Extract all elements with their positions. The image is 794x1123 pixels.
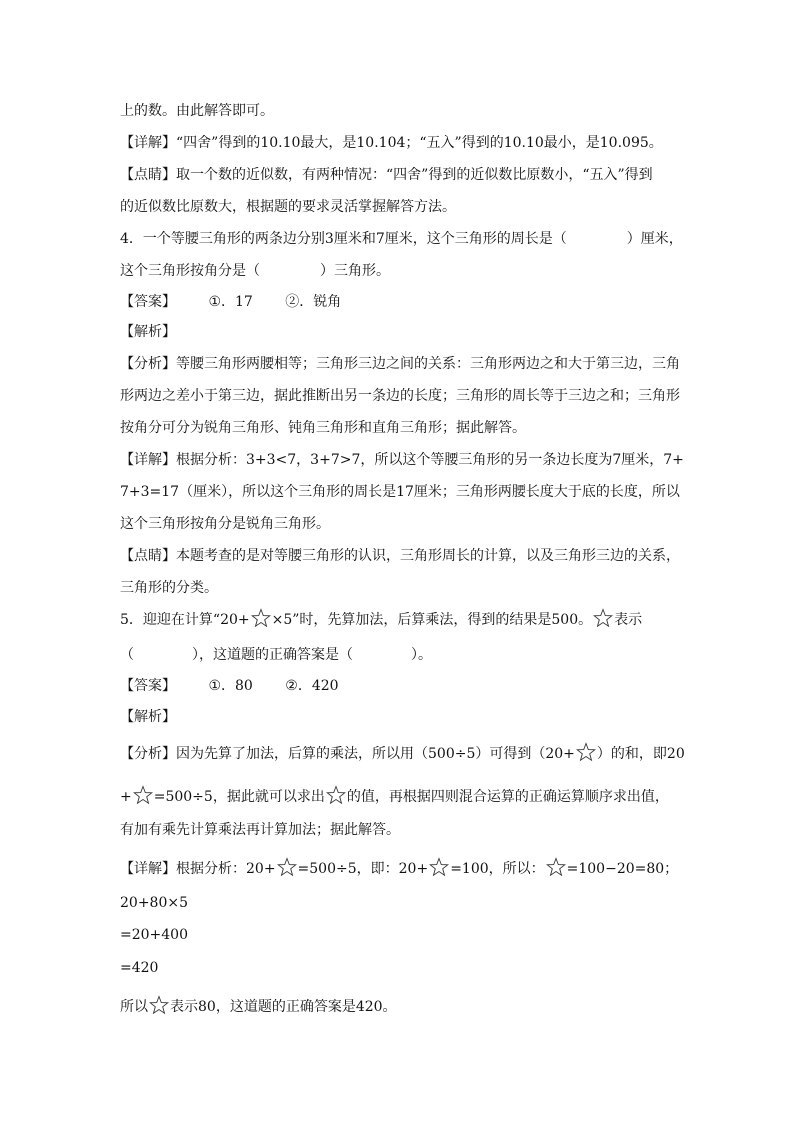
question-text: 这个三角形按角分是（ bbox=[120, 263, 260, 279]
question-text: ×5”时，先算加法，后算乘法，得到的结果是500。 bbox=[271, 612, 593, 628]
question-text: （ bbox=[120, 647, 134, 663]
question-5-line-1 bbox=[120, 608, 642, 630]
answer-label: 【答案】 bbox=[120, 294, 176, 310]
analysis-line: 形两边之差小于第三边，据此推断出另一条边的长度；三角形的周长等于三边之和；三角形 bbox=[120, 388, 680, 404]
answer-label: 【答案】 bbox=[120, 678, 176, 694]
analysis-text: =500÷5，据此就可以求出 bbox=[153, 789, 325, 805]
analysis-text: 的值，再根据四则混合运算的正确运算顺序求出值， bbox=[346, 789, 669, 805]
analysis-line bbox=[120, 742, 685, 764]
question-text: ）三角形。 bbox=[320, 263, 390, 279]
question-4-line-1 bbox=[120, 229, 683, 249]
detail-line: 【详解】“四舍”得到的10.10最大，是10.104；“五入”得到的10.10最小，是10.095。 bbox=[120, 135, 663, 151]
detail-line: 这个三角形按角分是锐角三角形。 bbox=[120, 516, 330, 532]
question-text: 5．迎迎在计算“20+ bbox=[120, 612, 250, 628]
answer-2: ②．锐角 bbox=[285, 294, 342, 310]
star-outline-icon bbox=[251, 608, 271, 628]
conclusion-text: 表示80，这道题的正确答案是420。 bbox=[170, 999, 397, 1015]
question-5-line-2 bbox=[120, 645, 432, 665]
star-outline-icon bbox=[546, 857, 566, 877]
analysis-line: 按角分可分为锐角三角形、钝角三角形和直角三角形；据此解答。 bbox=[120, 420, 526, 436]
question-4-line-2 bbox=[120, 261, 390, 281]
note-line: 【点睛】本题考查的是对等腰三角形的认识，三角形周长的计算，以及三角形三边的关系， bbox=[120, 548, 680, 564]
detail-text: =100，所以： bbox=[450, 861, 545, 877]
question-text: 4．一个等腰三角形的两条边分别3厘米和7厘米，这个三角形的周长是（ bbox=[120, 231, 567, 247]
detail-line: 7+3=17（厘米），所以这个三角形的周长是17厘米；三角形两腰长度大于底的长度，所以 bbox=[120, 484, 680, 500]
answer-1: ①．80 bbox=[208, 678, 253, 694]
calc-line: 20+80×5 bbox=[120, 895, 188, 911]
detail-line: 【详解】根据分析：3+3<7，3+7>7，所以这个等腰三角形的另一条边长度为7厘米，7+ bbox=[120, 452, 684, 468]
question-text: 表示 bbox=[614, 612, 643, 628]
answer-line bbox=[120, 292, 341, 312]
answer-2: ②．420 bbox=[285, 678, 339, 694]
analysis-label: 【解析】 bbox=[120, 324, 176, 340]
analysis-text: 【分析】因为先算了加法，后算的乘法，所以用（500÷5）可得到（20+ bbox=[120, 746, 575, 762]
analysis-label: 【解析】 bbox=[120, 709, 176, 725]
detail-text: =100−20=80； bbox=[566, 861, 679, 877]
star-outline-icon bbox=[149, 995, 169, 1015]
calc-line: =420 bbox=[120, 960, 159, 976]
detail-text: 【详解】根据分析：20+ bbox=[120, 861, 276, 877]
text-line: 上的数。由此解答即可。 bbox=[120, 103, 274, 119]
question-text: ）。 bbox=[411, 647, 432, 663]
star-outline-icon bbox=[593, 608, 613, 628]
star-outline-icon bbox=[133, 785, 153, 805]
star-outline-icon bbox=[277, 857, 297, 877]
analysis-text: + bbox=[120, 789, 132, 805]
star-outline-icon bbox=[576, 742, 596, 762]
detail-line bbox=[120, 857, 678, 879]
analysis-line: 有加有乘先计算乘法再计算加法；据此解答。 bbox=[120, 822, 400, 838]
analysis-line: 【分析】等腰三角形两腰相等；三角形三边之间的关系：三角形两边之和大于第三边，三角 bbox=[120, 356, 680, 372]
star-outline-icon bbox=[326, 785, 346, 805]
star-outline-icon bbox=[429, 857, 449, 877]
detail-text: =500÷5，即：20+ bbox=[297, 861, 429, 877]
analysis-line bbox=[120, 785, 669, 807]
answer-line bbox=[120, 676, 339, 696]
note-line: 【点睛】取一个数的近似数，有两种情况：“四舍”得到的近似数比原数小，“五入”得到 bbox=[120, 167, 653, 183]
conclusion-text: 所以 bbox=[120, 999, 148, 1015]
question-text: ）厘米， bbox=[626, 231, 683, 247]
note-line: 的近似数比原数大，根据题的要求灵活掌握解答方法。 bbox=[120, 199, 456, 215]
conclusion-line bbox=[120, 995, 397, 1017]
question-text: ），这道题的正确答案是（ bbox=[192, 647, 353, 663]
analysis-text: ）的和，即20 bbox=[596, 746, 685, 762]
answer-1: ①．17 bbox=[208, 294, 253, 310]
calc-line: =20+400 bbox=[120, 927, 188, 943]
note-line: 三角形的分类。 bbox=[120, 580, 218, 596]
